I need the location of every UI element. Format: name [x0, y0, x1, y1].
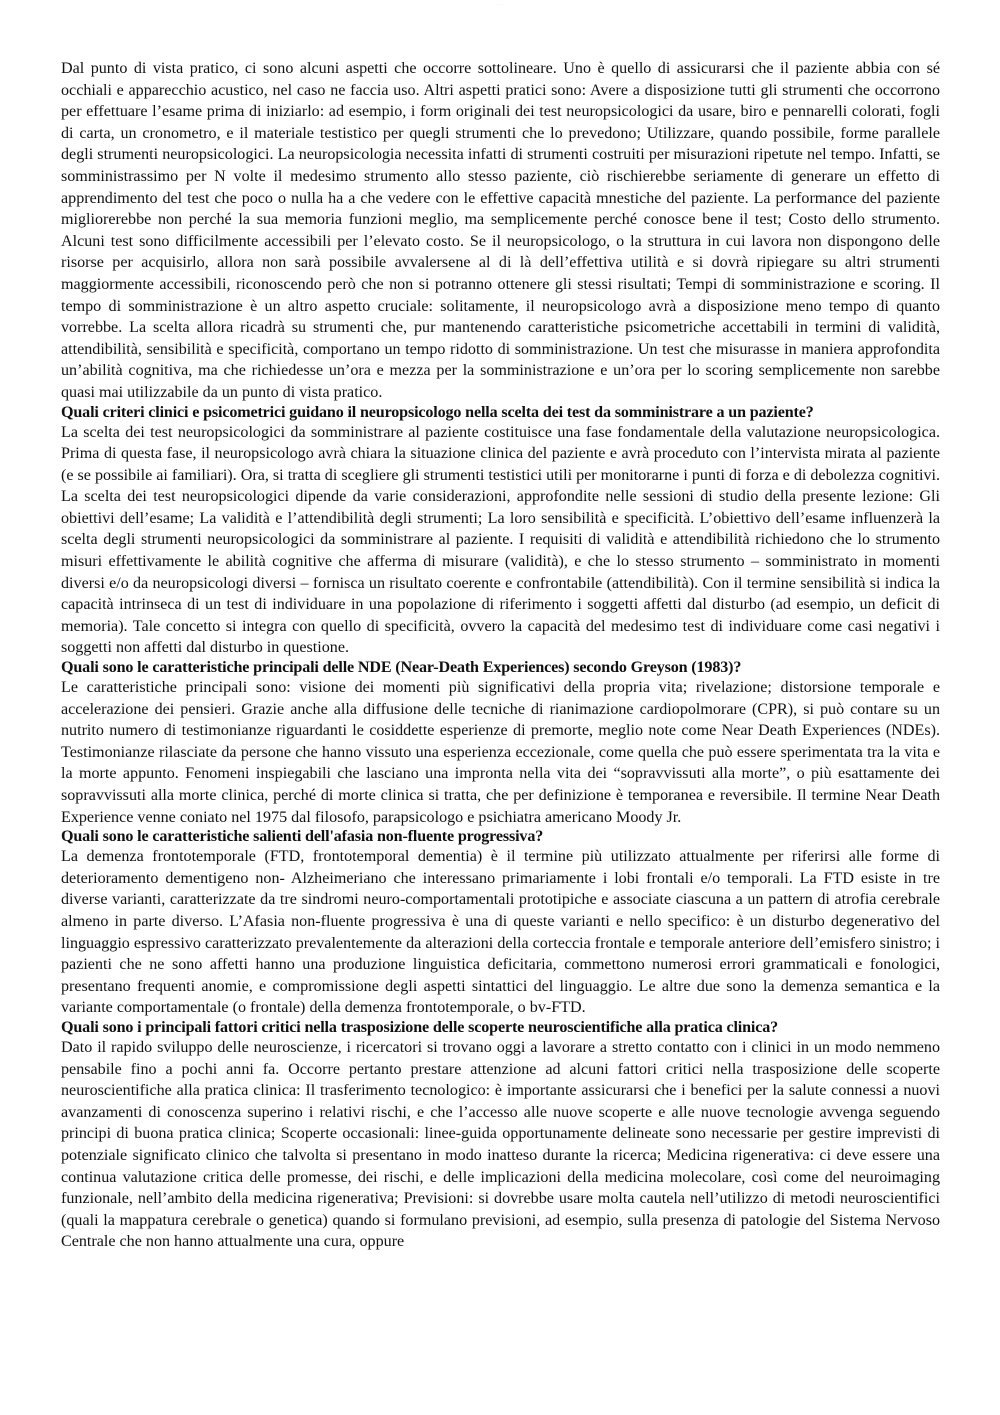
question-heading-nde: Quali sono le caratteristiche principali delle NDE (Near-Death Experiences) secondo Greyson (1983)? [61, 659, 742, 677]
answer-paragraph-aphasia: La demenza frontotemporale (FTD, frontotemporal dementia) è il termine più utilizzato attualmente per riferirsi alle forme di deterioramento dementigeno non- Alzheimeriano che interessano primariamente i lobi frontali e/o temporali. La FTD esiste in tre diverse varianti, caratterizzate da tre sindromi neuro-comportamentali prototipiche e associate ciascuna a un pattern di atrofia cerebrale almeno in parte diverso. L’Afasia non-fluente progressiva è una di queste varianti e nello specifico: è un disturbo degenerativo del linguaggio espressivo caratterizzato prevalentemente da alterazioni della corteccia frontale e temporale anteriore dell’emisfero sinistro; i pazienti che ne sono affetti hanno una produzione linguistica deficitaria, commettono numerosi errori grammaticali e fonologici, presentano frequenti anomie, e compromissione degli aspetti sintattici del linguaggio. Le altre due sono la demenza semantica e la variante comportamentale (o frontale) della demenza frontotemporale, o bv-FTD. [61, 848, 940, 1017]
answer-paragraph-neuroscience-translation: Dato il rapido sviluppo delle neuroscienze, i ricercatori si trovano oggi a lavorare a stretto contatto con i clinici in un modo nemmeno pensabile fino a pochi anni fa. Occorre pertanto prestare attenzione ad alcuni fattori critici nella trasposizione delle scoperte neuroscientifiche alla pratica clinica: Il trasferimento tecnologico: è importante assicurarsi che i benefici per la salute connessi a nuovi avanzamenti di conoscenza superino i relativi rischi, e che l’accesso alle nuove scoperte e alle nuove tecnologie avvenga seguendo principi di buona pratica clinica; Scoperte occasionali: linee-guida opportunamente delineate sono necessarie per gestire imprevisti di potenziale significato clinico che talvolta si presentano in modo inatteso durante la ricerca; Medicina rigenerativa: ci deve essere una continua valutazione critica delle promesse, dei rischi, e delle implicazioni della medicina molecolare, così come del neuroimaging funzionale, nell’ambito della medicina rigenerativa; Previsioni: si dovrebbe usare molta cautela nell’utilizzo di metodi neuroscientifici (quali la mappatura cerebrale o genetica) quando si formulano previsioni, ad esempio, sulla presenza di patologie del Sistema Nervoso Centrale che non hanno attualmente una cura, oppure [61, 1038, 940, 1251]
question-heading-neuroscience-translation: Quali sono i principali fattori critici nella trasposizione delle scoperte neuroscientifiche alla pratica clinica? [61, 1018, 779, 1036]
answer-paragraph-nde: Le caratteristiche principali sono: visione dei momenti più significativi della propria vita; rivelazione; distorsione temporale e accelerazione dei pensieri. Grazie anche alla diffusione delle tecniche di rianimazione cardiopolmorare (CPR), si può contare su un nutrito numero di testimonianze riguardanti le cosiddette esperienze di premorte, meglio note come Near Death Experiences (NDEs). Testimonianze rilasciate da persone che hanno vissuto una esperienza eccezionale, come quella che può essere sperimentata tra la vita e la morte appunto. Fenomeni inspiegabili che lasciano una impronta nella vita dei “sopravvissuti alla morte”, o più esattamente dei sopravvissuti alla morte clinica, perché di morte clinica si tratta, che per definizione è temporanea e reversibile. Il termine Near Death Experience venne coniato nel 1975 dal filosofo, parapsicologo e psichiatra americano Moody Jr. [61, 679, 940, 826]
intro-paragraph: Dal punto di vista pratico, ci sono alcuni aspetti che occorre sottolineare. Uno è quello di assicurarsi che il paziente abbia con sé occhiali e apparecchio acustico, nel caso ne faccia uso. Altri aspetti pratici sono: Avere a disposizione tutti gli strumenti che occorrono per effettuare l’esame prima di iniziarlo: ad esempio, i form originali dei test neuropsicologici da usare, biro e pennarelli colorati, fogli di carta, un cronometro, e il materiale testistico per quegli strumenti che lo prevedono; Utilizzare, quando possibile, forme parallele degli strumenti neuropsicologici. La neuropsicologia necessita infatti di strumenti costruiti per misurazioni ripetute nel tempo. Infatti, se somministrassimo per N volte il medesimo strumento allo stesso paziente, ciò rischierebbe seriamente di generare un effetto di apprendimento del test che poco o nulla ha a che vedere con le effettive capacità mnestiche del paziente. La performance del paziente migliorerebbe non perché la sua memoria funzioni meglio, ma semplicemente perché conosce bene il test; Costo dello strumento. Alcuni test sono difficilmente accessibili per l’elevato costo. Se il neuropsicologo, o la struttura in cui lavora non dispongono delle risorse per acquisirlo, allora non sarà possibile avvalersene al di là dell’effettiva utilità e si dovrà ripiegare su altri strumenti maggiormente accessibili, riconoscendo però che non si potranno ottenere gli stessi risultati; Tempi di somministrazione e scoring. Il tempo di somministrazione è un altro aspetto cruciale: solitamente, il neuropsicologo avrà a disposizione meno tempo di quanto vorrebbe. La scelta allora ricadrà su strumenti che, pur mantenendo caratteristiche psicometriche accettabili in termini di validità, attendibilità, sensibilità e specificità, comportano un tempo ridotto di somministrazione. Un test che misurasse in maniera approfondita un’abilità cognitiva, ma che richiedesse un’ora e mezza per la somministrazione e un’ora per lo scoring semplicemente non sarebbe quasi mai utilizzabile da un punto di vista pratico. [61, 60, 940, 401]
document-page [61, 58, 940, 1253]
answer-paragraph-test-selection: La scelta dei test neuropsicologici da somministrare al paziente costituisce una fase fondamentale della valutazione neuropsicologica. Prima di questa fase, il neuropsicologo avrà chiara la situazione clinica del paziente e avrà proceduto con l’intervista mirata al paziente (e se possibile ai familiari). Ora, si tratta di scegliere gli strumenti testistici utili per monitorarne i punti di forza e di debolezza cognitivi. La scelta dei test neuropsicologici dipende da varie considerazioni, approfondite nelle sessioni di studio della presente lezione: Gli obiettivi dell’esame; La validità e l’attendibilità degli strumenti; La loro sensibilità e specificità. L’obiettivo dell’esame influenzerà la scelta degli strumenti neuropsicologici da somministrare al paziente. I requisiti di validità e attendibilità richiedono che lo strumento misuri effettivamente le abilità cognitive che afferma di misurare (validità), e che lo stesso strumento – somministrato in momenti diversi e/o da neuropsicologi diversi – fornisca un risultato coerente e confrontabile (attendibilità). Con il termine sensibilità si indica la capacità intrinseca di un test di individuare in una popolazione di riferimento i soggetti affetti dal disturbo (ad esempio, un deficit di memoria). Tale concetto si integra con quello di specificità, ovvero la capacità del medesimo test di individuare come casi negativi i soggetti non affetti dal disturbo in questione. [61, 423, 940, 657]
question-heading-aphasia: Quali sono le caratteristiche salienti dell'afasia non-fluente progressiva? [61, 828, 544, 846]
question-heading-test-selection: Quali criteri clinici e psicometrici guidano il neuropsicologo nella scelta dei test da somministrare a un paziente? [61, 403, 814, 421]
page-header-mark: · · · · · [496, 3, 504, 7]
